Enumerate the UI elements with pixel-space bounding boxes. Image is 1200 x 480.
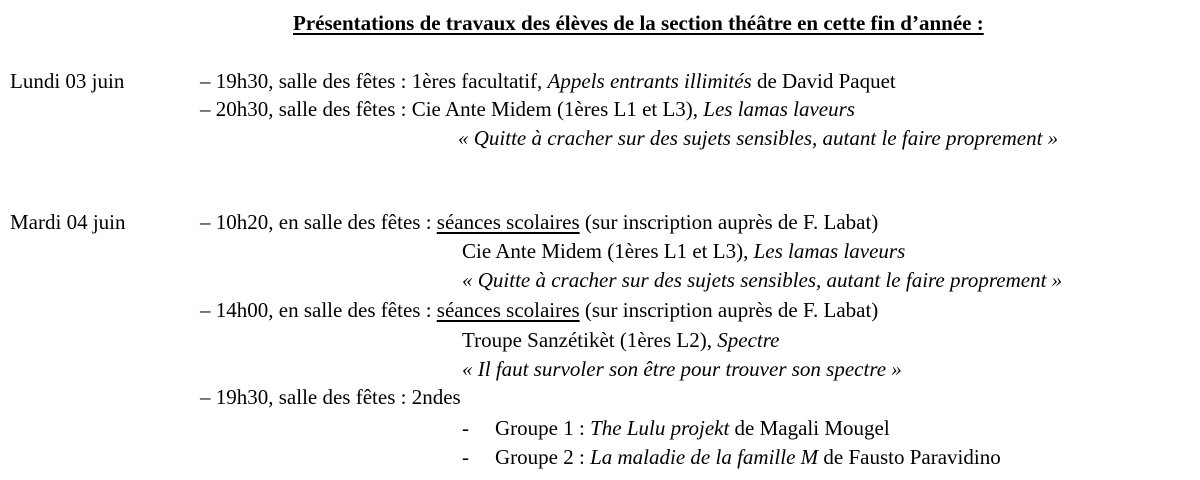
play-title: The Lulu projekt — [590, 416, 730, 440]
tuesday-event-1 — [200, 212, 878, 233]
school-sessions-label: séances scolaires — [436, 210, 580, 234]
troupe-name: Cie Ante Midem (1ères L1 et L3), — [462, 239, 754, 263]
monday-event-1 — [200, 71, 896, 92]
troupe-name: Troupe Sanzétikèt (1ères L2), — [462, 328, 718, 352]
group-1-bullet: - — [462, 416, 469, 440]
tuesday-event-2 — [200, 300, 878, 321]
tuesday-event-2-troupe — [462, 330, 779, 351]
event-text: – 20h30, salle des fêtes : Cie Ante Midem (1ères L1 et L3), — [200, 97, 704, 121]
school-sessions-label: séances scolaires — [436, 298, 580, 322]
group-2-entry — [495, 447, 1001, 468]
group-2-bullet: - — [462, 445, 469, 469]
event-text: – 14h00, en salle des fêtes : — [200, 298, 437, 322]
play-title: Les lamas laveurs — [703, 97, 855, 121]
day-label-tuesday: Mardi 04 juin — [10, 210, 126, 234]
play-title: Spectre — [717, 328, 780, 352]
group-label: Groupe 1 : — [495, 416, 591, 440]
tuesday-event-1-quote: « Quitte à cracher sur des sujets sensibles, autant le faire proprement » — [462, 268, 1063, 292]
tuesday-event-1-troupe — [462, 241, 905, 262]
day-label-monday: Lundi 03 juin — [10, 69, 125, 93]
play-title: La maladie de la famille M — [590, 445, 819, 469]
monday-quote: « Quitte à cracher sur des sujets sensibles, autant le faire proprement » — [458, 126, 1059, 150]
play-title: Les lamas laveurs — [753, 239, 906, 263]
page-title: Présentations de travaux des élèves de la section théâtre en cette fin d’année : — [293, 11, 984, 35]
event-author: de David Paquet — [751, 69, 896, 93]
group-label: Groupe 2 : — [495, 445, 591, 469]
event-note: (sur inscription auprès de F. Labat) — [579, 298, 879, 322]
tuesday-event-3: – 19h30, salle des fêtes : 2ndes — [200, 385, 461, 409]
monday-event-2 — [200, 99, 855, 120]
play-author: de Magali Mougel — [729, 416, 890, 440]
event-note: (sur inscription auprès de F. Labat) — [579, 210, 879, 234]
tuesday-event-2-quote: « Il faut survoler son être pour trouver son spectre » — [462, 357, 902, 381]
event-text: – 10h20, en salle des fêtes : — [200, 210, 437, 234]
event-text: – 19h30, salle des fêtes : 1ères facultatif, — [200, 69, 548, 93]
play-author: de Fausto Paravidino — [818, 445, 1001, 469]
play-title: Appels entrants illimités — [547, 69, 752, 93]
group-1-entry — [495, 418, 890, 439]
